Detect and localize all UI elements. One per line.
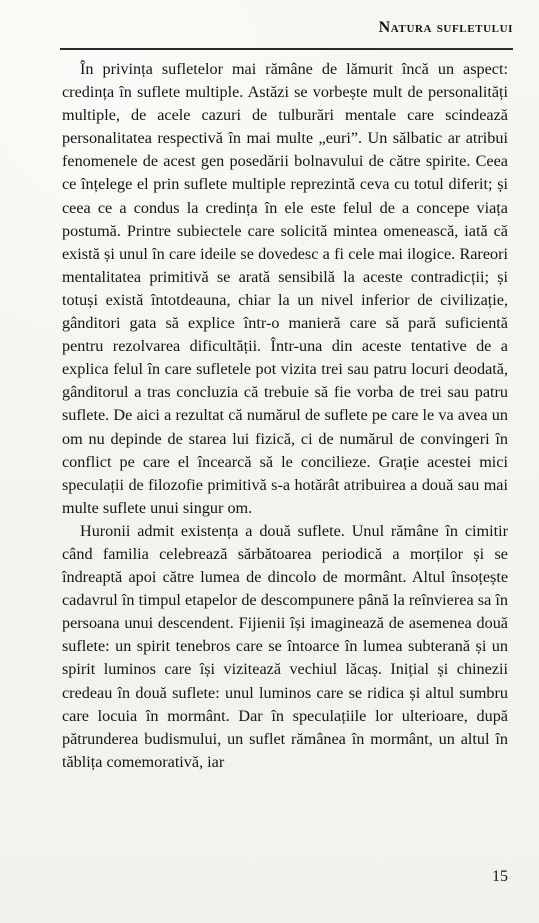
paragraph-1: În privința sufletelor mai rămâne de lămurit încă un aspect: credința în suflete multiple. Astăzi se vorbește mult de personalități multiple, de acele cazuri de tulburări mentale care scindează personalitatea respectivă în mai multe „euri”. Un sălbatic ar atribui fenomenele de acest gen posedării bolnavului de către spirite. Ceea ce înțelege el prin suflete multiple reprezintă ceva cu totul diferit; și ceea ce a condus la credința în ele este felul de a concepe viața postumă. Printre subiectele care solicită mintea omenească, iată că există și unul în care ideile se dovedesc a fi cele mai ilogice. Rareori mentalitatea primitivă se arată sensibilă la aceste contradicții; și totuși există întotdeauna, chiar la un nivel inferior de civilizație, gânditori gata să explice într-o manieră care să pară suficientă pentru rezolvarea dificultății. Într-una din aceste tentative de a explica felul în care sufletele pot vizita trei sau patru locuri deodată, gânditorul a tras concluzia că trebuie să fie vorba de trei sau patru suflete. De aici a rezultat că numărul de suflete pe care le va avea un om nu depinde de starea lui fizică, ci de numărul de convingeri în conflict pe care el încearcă să le concilieze. Grație acestei mici speculații de filozofie primitivă s-a hotărât atribuirea a două sau mai multe suflete unui singur om. (62, 60, 508, 517)
paragraph-2: Huronii admit existența a două suflete. Unul rămâne în cimitir când familia celebrează sărbătoarea periodică a morților și se îndreaptă apoi către lumea de dincolo de mormânt. Altul însoțește cadavrul în timpul etapelor de descompunere până la reînvierea sa în persoana unui descendent. Fijienii își imaginează de asemenea două suflete: un spirit tenebros care se întoarce în lumea subterană și un spirit luminos care își vizitează vechiul lăcaș. Inițial și chinezii credeau în două suflete: unul luminos care se ridica și altul sumbru care locuia în mormânt. Dar în speculațiile lor ulterioare, după pătrunderea budismului, un suflet rămânea în mormânt, un altul în tăblița comemorativă, iar (62, 521, 508, 771)
header-rule (60, 48, 513, 50)
main-text (62, 58, 508, 774)
page-number: 15 (492, 868, 508, 885)
running-title: Natura sufletului (378, 19, 513, 36)
page-header (60, 20, 513, 50)
